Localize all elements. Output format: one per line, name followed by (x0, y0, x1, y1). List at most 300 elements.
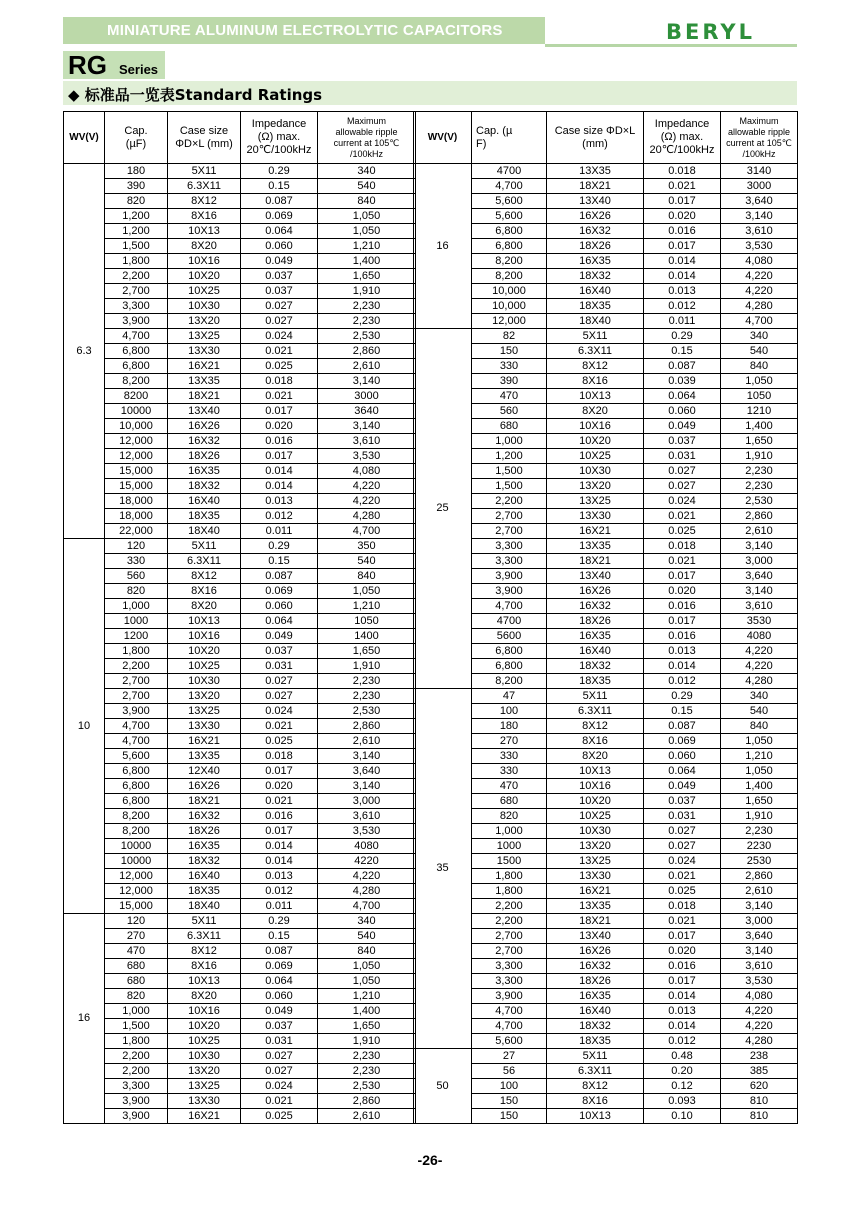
ripple-cell: 540 (721, 344, 798, 359)
impedance-cell: 0.064 (241, 974, 318, 989)
cap-cell: 10000 (105, 854, 168, 869)
impedance-cell: 0.016 (644, 224, 721, 239)
table-row (414, 869, 798, 884)
case-cell: 18X35 (547, 299, 644, 314)
table-row (64, 1064, 416, 1079)
ripple-cell: 1,210 (721, 749, 798, 764)
ripple-cell: 350 (318, 539, 416, 554)
table-row (64, 494, 416, 509)
cap-cell: 12,000 (105, 449, 168, 464)
impedance-cell: 0.069 (241, 959, 318, 974)
case-cell: 18X21 (168, 794, 241, 809)
ripple-cell: 2,230 (318, 1064, 416, 1079)
col-case (547, 112, 644, 164)
case-cell: 16X32 (168, 434, 241, 449)
case-cell: 10X20 (547, 794, 644, 809)
ripple-cell: 840 (721, 719, 798, 734)
cap-cell: 100 (472, 704, 547, 719)
cap-cell: 150 (472, 1094, 547, 1109)
case-cell: 10X30 (547, 824, 644, 839)
cap-cell: 3,300 (472, 554, 547, 569)
table-row (414, 374, 798, 389)
ripple-cell: 840 (318, 944, 416, 959)
col-ripple (721, 112, 798, 164)
table-row (64, 299, 416, 314)
case-cell: 13X35 (168, 749, 241, 764)
impedance-cell: 0.020 (644, 944, 721, 959)
table-row (414, 1049, 798, 1064)
table-row (64, 539, 416, 554)
impedance-cell: 0.013 (644, 644, 721, 659)
cap-cell: 2,700 (105, 689, 168, 704)
impedance-cell: 0.027 (241, 1064, 318, 1079)
impedance-cell: 0.016 (644, 629, 721, 644)
ripple-cell: 1,910 (318, 659, 416, 674)
table-row (414, 1094, 798, 1109)
cap-cell: 4,700 (472, 1019, 547, 1034)
impedance-cell: 0.48 (644, 1049, 721, 1064)
case-cell: 18X40 (168, 524, 241, 539)
table-row (64, 224, 416, 239)
case-cell: 10X13 (168, 224, 241, 239)
ripple-cell: 3000 (318, 389, 416, 404)
impedance-cell: 0.027 (241, 299, 318, 314)
cap-cell: 270 (105, 929, 168, 944)
table-row (64, 869, 416, 884)
impedance-cell: 0.031 (241, 659, 318, 674)
cap-cell: 15,000 (105, 464, 168, 479)
cap-cell: 6,800 (105, 764, 168, 779)
cap-cell: 2,700 (472, 944, 547, 959)
ripple-cell: 3,610 (721, 599, 798, 614)
ripple-cell: 3,610 (318, 434, 416, 449)
cap-cell: 6,800 (105, 779, 168, 794)
table-row (414, 824, 798, 839)
case-cell: 10X16 (168, 1004, 241, 1019)
table-row (64, 359, 416, 374)
case-cell: 8X12 (168, 569, 241, 584)
table-row (414, 599, 798, 614)
ripple-cell: 1,650 (318, 1019, 416, 1034)
table-row (414, 1004, 798, 1019)
cap-cell: 6,800 (472, 644, 547, 659)
case-cell: 18X21 (547, 554, 644, 569)
section-title: ◆ 标准品一览表Standard Ratings (68, 86, 323, 104)
ripple-cell: 2,610 (721, 524, 798, 539)
impedance-cell: 0.025 (241, 359, 318, 374)
case-cell: 13X20 (168, 1064, 241, 1079)
ripple-cell: 4080 (721, 629, 798, 644)
case-cell: 13X20 (168, 689, 241, 704)
impedance-cell: 0.017 (644, 569, 721, 584)
impedance-cell: 0.021 (241, 794, 318, 809)
table-row (414, 389, 798, 404)
table-row (64, 509, 416, 524)
impedance-cell: 0.060 (644, 404, 721, 419)
ripple-cell: 540 (318, 179, 416, 194)
table-row (64, 554, 416, 569)
impedance-cell: 0.020 (644, 209, 721, 224)
table-row (414, 704, 798, 719)
cap-cell: 56 (472, 1064, 547, 1079)
table-header-row (414, 112, 798, 164)
cap-cell: 1,500 (105, 1019, 168, 1034)
impedance-cell: 0.016 (241, 434, 318, 449)
case-cell: 18X35 (547, 674, 644, 689)
table-row (64, 1019, 416, 1034)
col-imp-label: Impedance (Ω) max. 20℃/100kHz (649, 118, 715, 156)
cap-cell: 5,600 (472, 209, 547, 224)
ripple-cell: 4,080 (318, 464, 416, 479)
case-cell: 13X20 (547, 479, 644, 494)
impedance-cell: 0.049 (241, 1004, 318, 1019)
case-cell: 6.3X11 (547, 344, 644, 359)
cap-cell: 150 (472, 344, 547, 359)
table-row (414, 224, 798, 239)
impedance-cell: 0.049 (241, 629, 318, 644)
case-cell: 18X35 (168, 509, 241, 524)
table-row (64, 839, 416, 854)
impedance-cell: 0.027 (644, 479, 721, 494)
page-number: -26- (417, 1152, 443, 1168)
impedance-cell: 0.037 (644, 794, 721, 809)
table-row (414, 629, 798, 644)
table-row (64, 659, 416, 674)
ripple-cell: 2,610 (318, 734, 416, 749)
case-cell: 6.3X11 (547, 1064, 644, 1079)
case-cell: 10X25 (168, 284, 241, 299)
case-cell: 10X20 (168, 1019, 241, 1034)
ripple-cell: 2,860 (721, 869, 798, 884)
case-cell: 18X32 (547, 659, 644, 674)
table-row (64, 644, 416, 659)
impedance-cell: 0.20 (644, 1064, 721, 1079)
ripple-cell: 810 (721, 1109, 798, 1124)
impedance-cell: 0.014 (644, 989, 721, 1004)
cap-cell: 4,700 (105, 329, 168, 344)
table-row (64, 719, 416, 734)
case-cell: 16X40 (168, 869, 241, 884)
table-row (414, 884, 798, 899)
impedance-cell: 0.012 (241, 509, 318, 524)
ripple-cell: 340 (318, 164, 416, 179)
ripple-cell: 4,700 (318, 899, 416, 914)
impedance-cell: 0.025 (644, 884, 721, 899)
table-row (414, 254, 798, 269)
impedance-cell: 0.15 (241, 179, 318, 194)
impedance-cell: 0.087 (241, 944, 318, 959)
cap-cell: 15,000 (105, 479, 168, 494)
case-cell: 13X35 (547, 899, 644, 914)
wv-cell: 16 (64, 914, 105, 1124)
impedance-cell: 0.021 (644, 509, 721, 524)
cap-cell: 2,700 (472, 524, 547, 539)
case-cell: 12X40 (168, 764, 241, 779)
impedance-cell: 0.012 (644, 1034, 721, 1049)
ripple-cell: 3,140 (721, 944, 798, 959)
ripple-cell: 3,640 (721, 929, 798, 944)
impedance-cell: 0.014 (241, 854, 318, 869)
table-row (64, 599, 416, 614)
case-cell: 16X35 (547, 989, 644, 1004)
cap-cell: 12,000 (105, 434, 168, 449)
table-row (414, 209, 798, 224)
table-row (414, 659, 798, 674)
impedance-cell: 0.15 (241, 929, 318, 944)
impedance-cell: 0.29 (241, 164, 318, 179)
table-row (64, 464, 416, 479)
impedance-cell: 0.15 (644, 704, 721, 719)
table-row (64, 269, 416, 284)
ripple-cell: 3140 (721, 164, 798, 179)
col-impedance (644, 112, 721, 164)
col-ripple (318, 112, 416, 164)
table-row (414, 959, 798, 974)
ripple-cell: 2,230 (721, 479, 798, 494)
impedance-cell: 0.069 (644, 734, 721, 749)
cap-cell: 470 (105, 944, 168, 959)
case-cell: 13X40 (547, 569, 644, 584)
table-row (414, 929, 798, 944)
ripple-cell: 1,650 (318, 269, 416, 284)
ripple-cell: 1,650 (721, 794, 798, 809)
cap-cell: 8,200 (105, 374, 168, 389)
table-row (414, 239, 798, 254)
case-cell: 13X35 (547, 164, 644, 179)
case-cell: 18X32 (547, 1019, 644, 1034)
case-cell: 8X12 (547, 719, 644, 734)
case-cell: 6.3X11 (168, 554, 241, 569)
table-row (414, 524, 798, 539)
case-cell: 8X16 (168, 209, 241, 224)
impedance-cell: 0.016 (644, 599, 721, 614)
cap-cell: 10,000 (472, 284, 547, 299)
case-cell: 8X12 (547, 1079, 644, 1094)
case-cell: 10X30 (547, 464, 644, 479)
table-row (64, 1094, 416, 1109)
case-cell: 10X25 (547, 809, 644, 824)
table-row (414, 1079, 798, 1094)
table-row (414, 269, 798, 284)
case-cell: 16X21 (547, 524, 644, 539)
ripple-cell: 1,050 (318, 584, 416, 599)
cap-cell: 1500 (472, 854, 547, 869)
impedance-cell: 0.021 (241, 1094, 318, 1109)
table-row (414, 449, 798, 464)
ripple-cell: 238 (721, 1049, 798, 1064)
impedance-cell: 0.021 (644, 869, 721, 884)
cap-cell: 2,200 (105, 659, 168, 674)
case-cell: 10X13 (547, 764, 644, 779)
col-cap-label: Cap. (µF) (124, 124, 148, 150)
impedance-cell: 0.014 (644, 269, 721, 284)
case-cell: 8X20 (168, 989, 241, 1004)
impedance-cell: 0.027 (241, 314, 318, 329)
case-cell: 16X21 (168, 359, 241, 374)
impedance-cell: 0.060 (241, 989, 318, 1004)
case-cell: 10X25 (547, 449, 644, 464)
table-row (64, 584, 416, 599)
impedance-cell: 0.060 (241, 239, 318, 254)
cap-cell: 2,200 (472, 899, 547, 914)
case-cell: 10X20 (168, 269, 241, 284)
case-cell: 16X26 (547, 209, 644, 224)
table-row (64, 419, 416, 434)
ripple-cell: 2,530 (318, 1079, 416, 1094)
impedance-cell: 0.014 (241, 464, 318, 479)
ripple-cell: 4,280 (318, 884, 416, 899)
cap-cell: 1000 (472, 839, 547, 854)
wv-cell: 16 (414, 164, 472, 329)
ripple-cell: 3,000 (721, 554, 798, 569)
case-cell: 8X20 (168, 599, 241, 614)
ripple-cell: 540 (721, 704, 798, 719)
case-cell: 13X25 (168, 329, 241, 344)
cap-cell: 3,900 (472, 989, 547, 1004)
impedance-cell: 0.012 (241, 884, 318, 899)
table-row (64, 794, 416, 809)
impedance-cell: 0.018 (241, 749, 318, 764)
table-row (64, 629, 416, 644)
table-row (414, 734, 798, 749)
series-code: RG (68, 50, 107, 80)
impedance-cell: 0.025 (644, 524, 721, 539)
impedance-cell: 0.017 (241, 824, 318, 839)
ripple-cell: 840 (318, 194, 416, 209)
cap-cell: 5600 (472, 629, 547, 644)
case-cell: 6.3X11 (547, 704, 644, 719)
ripple-cell: 2,230 (318, 299, 416, 314)
ripple-cell: 340 (721, 329, 798, 344)
impedance-cell: 0.011 (241, 899, 318, 914)
impedance-cell: 0.027 (644, 464, 721, 479)
ripple-cell: 2,610 (318, 1109, 416, 1124)
case-cell: 16X35 (547, 254, 644, 269)
table-row (64, 959, 416, 974)
case-cell: 18X21 (547, 914, 644, 929)
impedance-cell: 0.014 (644, 254, 721, 269)
cap-cell: 6,800 (105, 344, 168, 359)
table-row (64, 389, 416, 404)
cap-cell: 2,200 (472, 914, 547, 929)
case-cell: 13X40 (168, 404, 241, 419)
impedance-cell: 0.020 (241, 419, 318, 434)
cap-cell: 8200 (105, 389, 168, 404)
impedance-cell: 0.29 (644, 689, 721, 704)
cap-cell: 2,200 (105, 1064, 168, 1079)
impedance-cell: 0.087 (241, 569, 318, 584)
cap-cell: 4,700 (472, 599, 547, 614)
table-row (64, 764, 416, 779)
impedance-cell: 0.15 (241, 554, 318, 569)
table-row (64, 1049, 416, 1064)
table-row (414, 899, 798, 914)
cap-cell: 3,900 (472, 569, 547, 584)
ripple-cell: 540 (318, 554, 416, 569)
case-cell: 6.3X11 (168, 929, 241, 944)
cap-cell: 180 (472, 719, 547, 734)
impedance-cell: 0.017 (644, 929, 721, 944)
ripple-cell: 3,140 (318, 779, 416, 794)
table-row (414, 509, 798, 524)
table-row (414, 314, 798, 329)
table-row (414, 539, 798, 554)
table-row (414, 809, 798, 824)
table-row (414, 1109, 798, 1124)
case-cell: 18X40 (547, 314, 644, 329)
cap-cell: 4,700 (472, 1004, 547, 1019)
cap-cell: 270 (472, 734, 547, 749)
ripple-cell: 1210 (721, 404, 798, 419)
ripple-cell: 1,050 (721, 734, 798, 749)
cap-cell: 27 (472, 1049, 547, 1064)
table-row (64, 1079, 416, 1094)
ripple-cell: 3,140 (318, 374, 416, 389)
cap-cell: 8,200 (472, 269, 547, 284)
impedance-cell: 0.12 (644, 1079, 721, 1094)
table-row (64, 854, 416, 869)
case-cell: 8X16 (547, 374, 644, 389)
impedance-cell: 0.017 (644, 974, 721, 989)
case-cell: 16X35 (168, 464, 241, 479)
cap-cell: 12,000 (105, 869, 168, 884)
table-row (64, 479, 416, 494)
cap-cell: 680 (472, 794, 547, 809)
impedance-cell: 0.018 (644, 164, 721, 179)
table-row (64, 1109, 416, 1124)
ripple-cell: 4,220 (721, 1004, 798, 1019)
cap-cell: 2,700 (105, 284, 168, 299)
impedance-cell: 0.027 (241, 1049, 318, 1064)
case-cell: 18X26 (168, 824, 241, 839)
impedance-cell: 0.021 (241, 344, 318, 359)
impedance-cell: 0.064 (644, 764, 721, 779)
cap-cell: 1,000 (105, 1004, 168, 1019)
case-cell: 10X16 (168, 254, 241, 269)
ripple-cell: 4,220 (721, 659, 798, 674)
cap-cell: 3,900 (105, 704, 168, 719)
table-row (414, 689, 798, 704)
case-cell: 16X32 (547, 959, 644, 974)
col-ripple-label: Maximum allowable ripple current at 105℃ /100kHz (726, 115, 792, 159)
case-cell: 13X25 (547, 494, 644, 509)
ripple-cell: 4,220 (721, 1019, 798, 1034)
impedance-cell: 0.012 (644, 674, 721, 689)
impedance-cell: 0.064 (241, 224, 318, 239)
impedance-cell: 0.011 (644, 314, 721, 329)
case-cell: 8X20 (547, 404, 644, 419)
table-row (64, 689, 416, 704)
case-cell: 16X32 (547, 599, 644, 614)
cap-cell: 18,000 (105, 494, 168, 509)
table-body-right (414, 164, 798, 1124)
series-word: Series (119, 62, 159, 77)
case-cell: 8X20 (168, 239, 241, 254)
table-row (414, 299, 798, 314)
table-row (414, 164, 798, 179)
impedance-cell: 0.031 (644, 809, 721, 824)
table-row (414, 359, 798, 374)
table-row (64, 569, 416, 584)
case-cell: 10X13 (547, 389, 644, 404)
ripple-cell: 1,050 (318, 974, 416, 989)
cap-cell: 4,700 (472, 179, 547, 194)
table-row (64, 1004, 416, 1019)
table-row (64, 284, 416, 299)
impedance-cell: 0.017 (644, 239, 721, 254)
cap-cell: 180 (105, 164, 168, 179)
ripple-cell: 4,220 (318, 494, 416, 509)
